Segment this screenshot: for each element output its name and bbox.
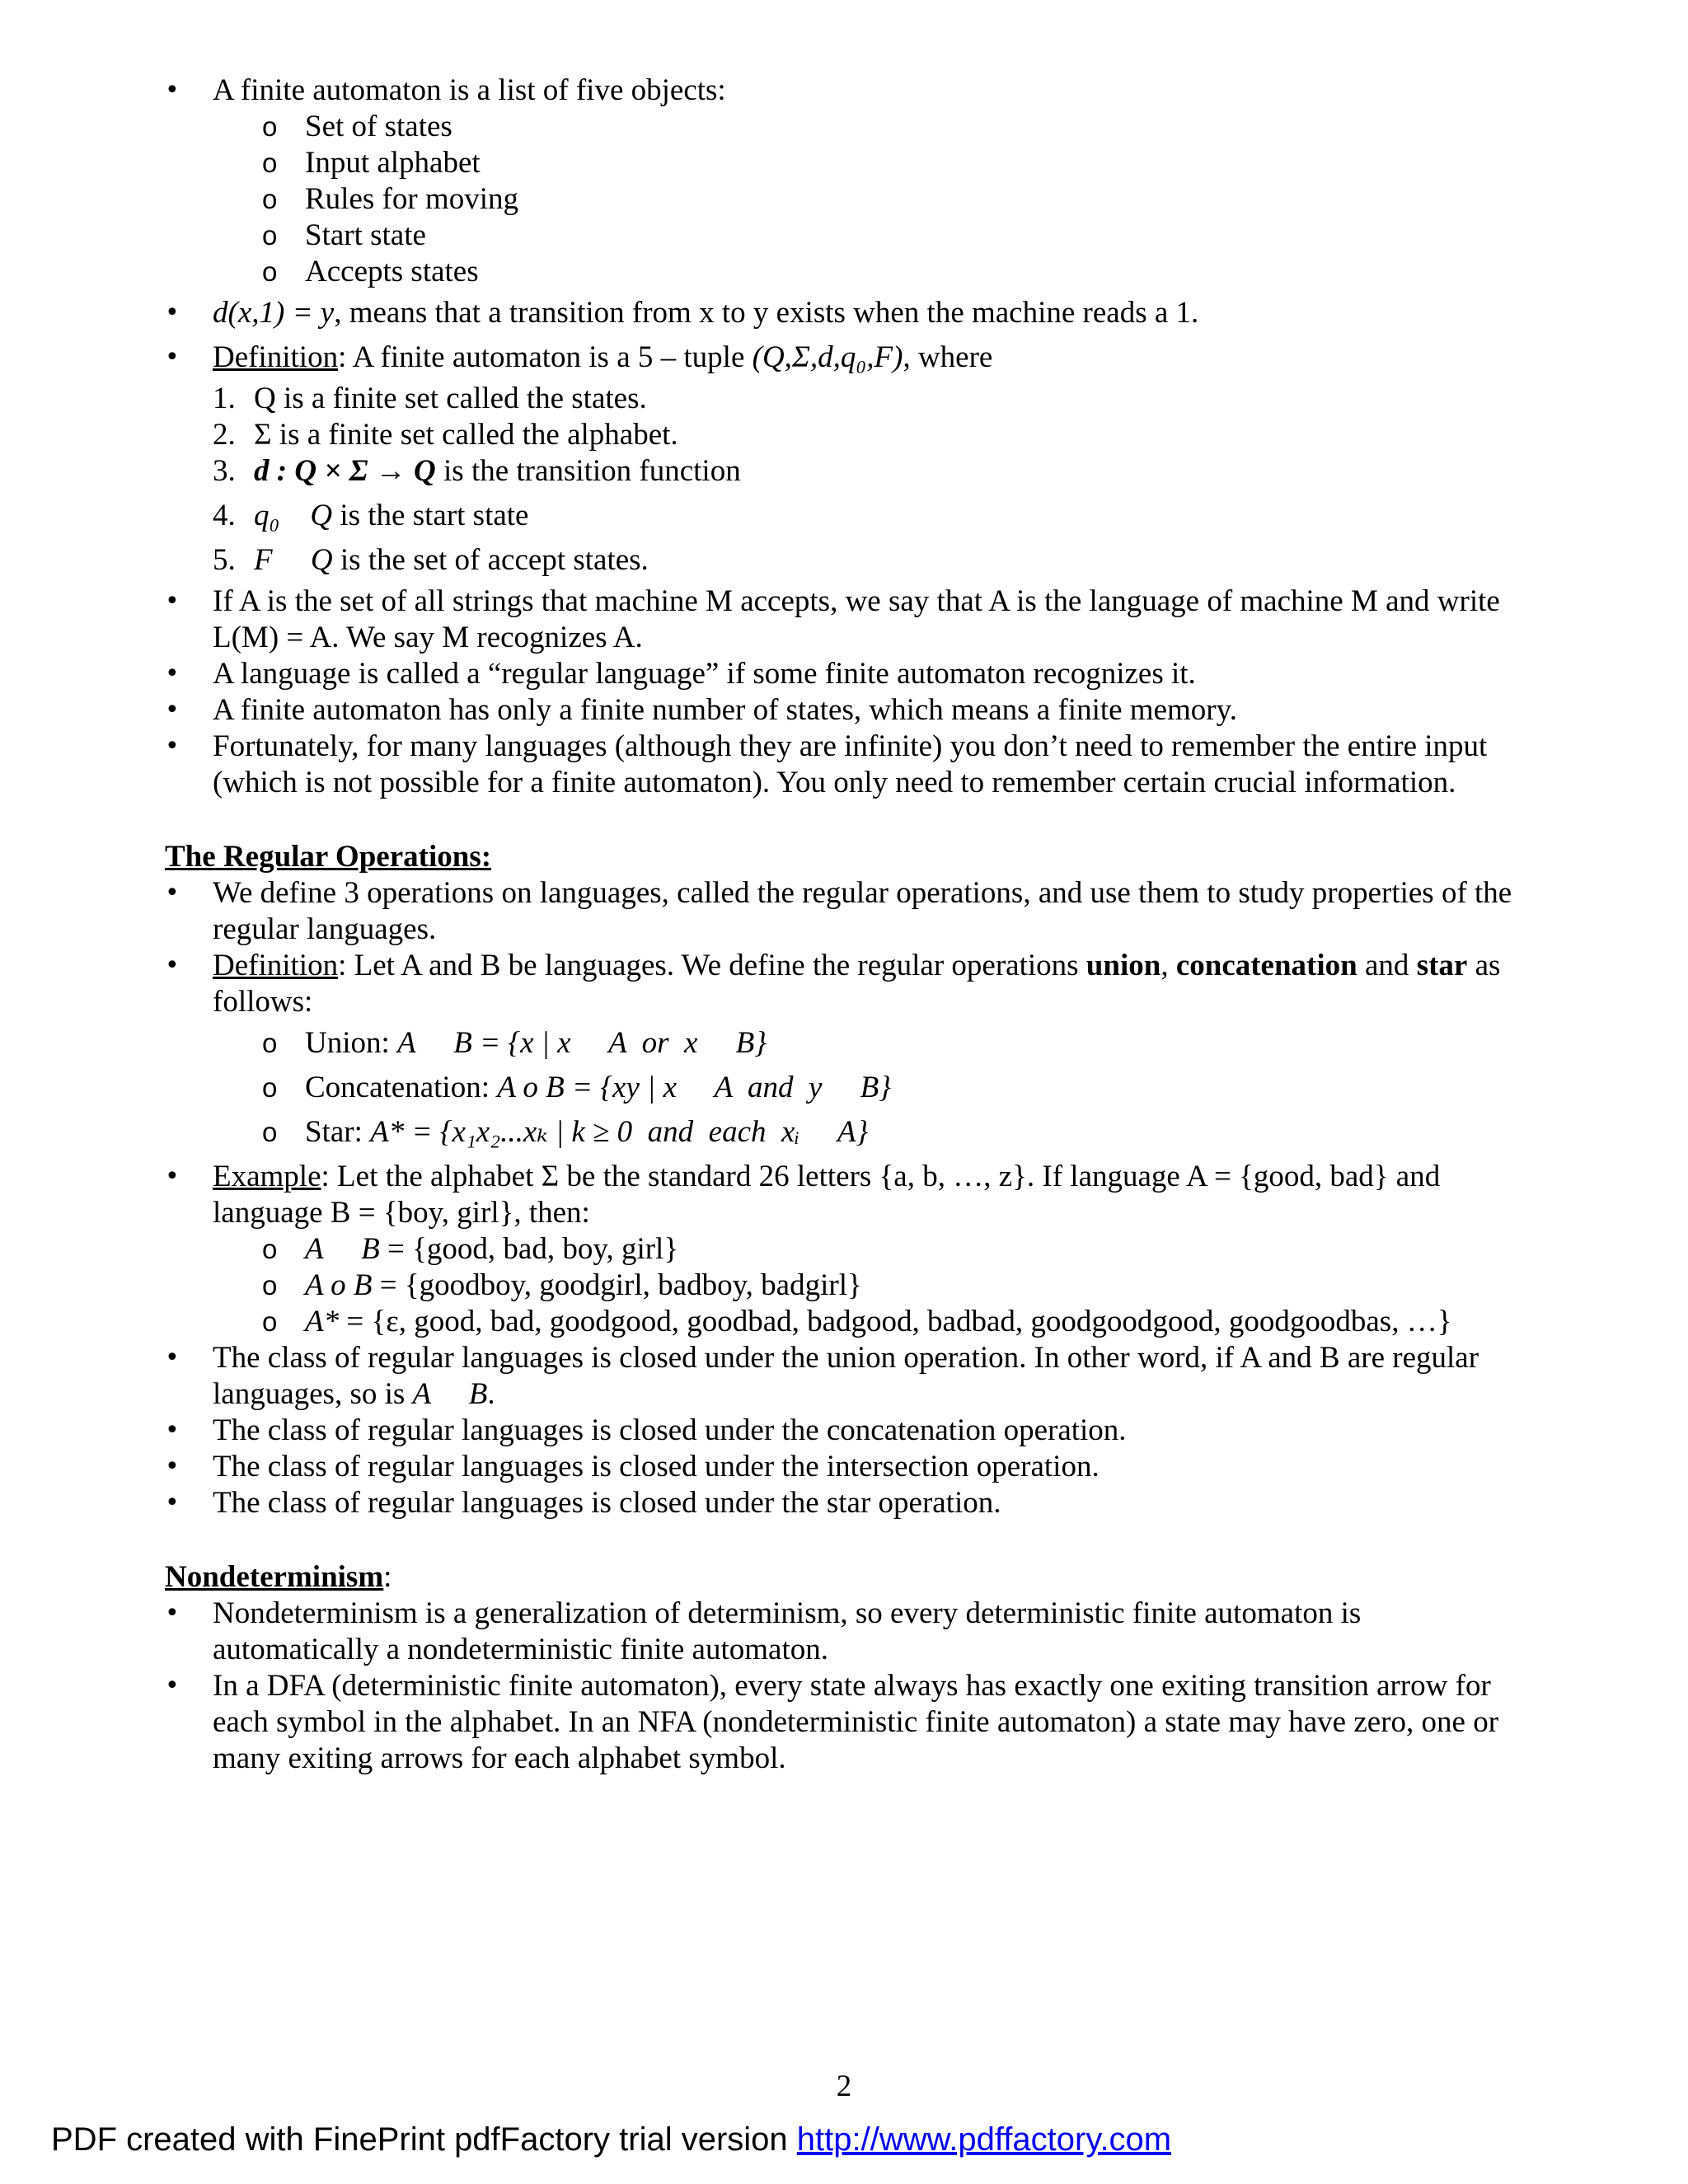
item-number: 2. [213, 418, 236, 452]
op-star: star [1416, 949, 1468, 982]
definition-item [165, 417, 1517, 453]
transition-math: d(x,1) = y [213, 296, 335, 330]
bullet-closure-star: • The class of regular languages is closed under the star operation. [165, 1485, 1517, 1521]
example-result: = {goodboy, goodgirl, badboy, badgirl} [372, 1268, 862, 1302]
sub-bullet-example [165, 1268, 1517, 1304]
definition-tail: as follows: [213, 949, 1501, 1019]
sub-bullet-star [165, 1114, 1517, 1151]
definition-item [165, 498, 1517, 534]
item-number: 1. [213, 382, 236, 415]
example-text: : Let the alphabet Σ be the standard 26 letters {a, b, …, z}. If language A = {good, bad} and language B = {boy, girl}, then: [213, 1160, 1441, 1230]
page-content [165, 73, 1517, 1777]
op-math: A o B = {xy | x A and y B} [497, 1071, 892, 1104]
definition-item [165, 453, 1517, 490]
sub-bullet-union [165, 1025, 1517, 1062]
bullet-crucial-information: • Fortunately, for many languages (although they are infinite) you don’t need to remember the entire input (which is not possible for a finite automaton). You only need to remember certain crucial information. [165, 729, 1517, 801]
sub-bullet-object: o Rules for moving [165, 181, 1517, 218]
heading-colon: : [383, 1560, 392, 1594]
page-number: 2 [836, 2069, 852, 2103]
bullet-regular-definition [165, 948, 1517, 1020]
example-math: A* [305, 1305, 340, 1338]
transition-text: , means that a transition from x to y exists when the machine reads a 1. [334, 296, 1199, 330]
definition-text: : A finite automaton is a 5 – tuple [338, 340, 753, 374]
item-number: 5. [213, 543, 236, 577]
sub-bullet-example [165, 1231, 1517, 1268]
example-math: A o B [305, 1268, 373, 1302]
section-heading-nondeterminism [165, 1521, 1517, 1596]
item-math: q₀ Q [254, 499, 333, 532]
sub-bullet-object: o Accepts states [165, 254, 1517, 290]
sub-bullet-example [165, 1304, 1517, 1340]
closure-tail: . [487, 1377, 495, 1411]
definition-label: Definition [213, 340, 339, 374]
definition-text: : Let A and B be languages. We define the regular operations [338, 949, 1086, 982]
footer-text: PDF created with FinePrint pdfFactory trial version [51, 2121, 797, 2158]
item-text: Σ is a finite set called the alphabet. [254, 418, 678, 452]
definition-item [165, 381, 1517, 417]
definition-item [165, 542, 1517, 579]
op-math: A* = {x₁x₂...xₖ | k ≥ 0 and each xᵢ A} [370, 1115, 869, 1149]
sub-bullet-object: o Start state [165, 218, 1517, 254]
item-math: d : Q × Σ → Q [254, 454, 436, 488]
bullet-transition [165, 295, 1517, 331]
definition-label: Definition [213, 949, 339, 982]
bullet-regular-intro: • We define 3 operations on languages, called the regular operations, and use them to study properties of the regular languages. [165, 875, 1517, 948]
op-union: union [1085, 949, 1161, 982]
op-label: Union: [305, 1026, 398, 1060]
bullet-regular-language: • A language is called a “regular language” if some finite automaton recognizes it. [165, 656, 1517, 692]
closure-text: The class of regular languages is closed under the union operation. In other word, if A and B are regular languages, so is [213, 1341, 1479, 1411]
bullet-language-of-machine: • If A is the set of all strings that machine M accepts, we say that A is the language of machine M and write L(M) = A. We say M recognizes A. [165, 583, 1517, 656]
example-label: Example [213, 1160, 321, 1193]
example-math: A B [305, 1232, 380, 1266]
item-text: Q is a finite set called the states. [254, 382, 647, 415]
item-number: 4. [213, 499, 236, 532]
bullet-fa-definition [165, 340, 1517, 376]
item-text: is the set of accept states. [332, 543, 649, 577]
op-label: Star: [305, 1115, 371, 1149]
pdf-footer [51, 2121, 1171, 2158]
item-number: 3. [213, 454, 236, 488]
op-concatenation: concatenation [1175, 949, 1357, 982]
bullet-fa-intro: • A finite automaton is a list of five objects: [165, 73, 1517, 109]
bullet-closure-intersection: • The class of regular languages is closed under the intersection operation. [165, 1449, 1517, 1485]
item-text: is the start state [332, 499, 529, 532]
sub-bullet-concatenation [165, 1070, 1517, 1106]
section-heading-regular-operations: The Regular Operations: [165, 840, 492, 874]
bullet-closure-union [165, 1340, 1517, 1413]
bullet-dfa-vs-nfa: • In a DFA (deterministic finite automaton), every state always has exactly one exiting transition arrow for each symbol in the alphabet. In an NFA (nondeterministic finite automaton) a state may have zero, one or many exiting arrows for each alphabet symbol. [165, 1668, 1517, 1777]
bullet-example [165, 1159, 1517, 1231]
item-math: F Q [254, 543, 333, 577]
sep: , [1160, 949, 1176, 982]
bullet-finite-memory: • A finite automaton has only a finite number of states, which means a finite memory. [165, 692, 1517, 729]
example-result: = {ε, good, bad, goodgood, goodbad, badgood, badbad, goodgoodgood, goodgoodbas, …} [339, 1305, 1452, 1338]
heading-text: Nondeterminism [165, 1560, 384, 1594]
bullet-closure-concatenation: • The class of regular languages is closed under the concatenation operation. [165, 1413, 1517, 1449]
op-math: A B = {x | x A or x B} [397, 1026, 767, 1060]
sep: and [1357, 949, 1417, 982]
item-text: is the transition function [435, 454, 741, 488]
definition-tail: , where [903, 340, 993, 374]
sub-bullet-object: o Set of states [165, 109, 1517, 145]
bullet-nondeterminism-generalization: • Nondeterminism is a generalization of determinism, so every deterministic finite automaton is automatically a nondeterministic finite automaton. [165, 1596, 1517, 1668]
example-result: = {good, bad, boy, girl} [379, 1232, 679, 1266]
sub-bullet-object: o Input alphabet [165, 145, 1517, 181]
closure-math: A B [412, 1377, 488, 1411]
definition-tuple: (Q,Σ,d,q₀,F) [752, 340, 903, 374]
op-label: Concatenation: [305, 1071, 498, 1104]
footer-link[interactable]: http://www.pdffactory.com [796, 2121, 1172, 2158]
